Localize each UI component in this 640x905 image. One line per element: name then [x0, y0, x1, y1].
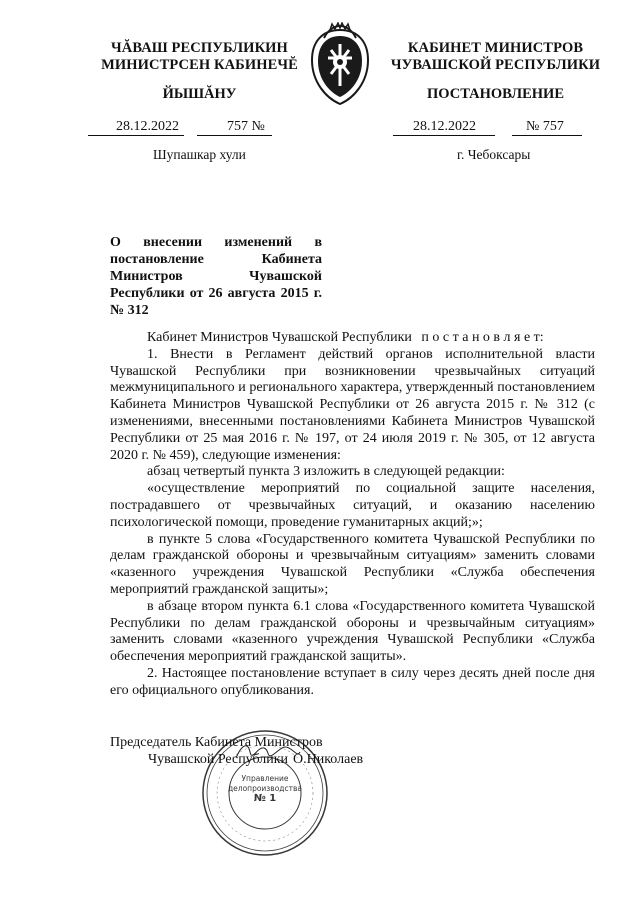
left-date-field [88, 118, 184, 136]
right-number: № 757 [526, 119, 564, 134]
signature-title-line2: Чувашской Республики [148, 752, 289, 767]
left-org-line2: МИНИСТРСЕН КАБИНЕЧĔ [101, 57, 298, 73]
stamp-line1: Управление [241, 774, 289, 783]
body-paragraph-6: 2. Настоящее постановление вступает в силу через десять дней после дня его официального опубликования. [110, 665, 595, 698]
left-number: 757 № [227, 119, 265, 134]
intro-text: Кабинет Министров Чувашской Республики [147, 330, 412, 345]
left-org-line1: ЧĂВАШ РЕСПУБЛИКИН [111, 40, 288, 56]
coat-of-arms-icon [304, 22, 376, 108]
stamp-line2: делопроизводства [227, 784, 302, 793]
left-number-field [197, 118, 272, 136]
left-place: Шупашкар хули [153, 147, 246, 162]
body-paragraph-5: в абзаце втором пункта 6.1 слова «Государственного комитета Чувашской Республики по делам гражданской обороны и чрезвычайным ситуациям» заменить словами «казенного учреждения Чувашской Республики «Служба обеспечения мероприятий гражданской защиты». [110, 598, 595, 665]
right-org-name [388, 40, 603, 74]
coat-of-arms-emblem [304, 22, 376, 108]
handwritten-signature [232, 738, 302, 766]
left-date: 28.12.2022 [116, 119, 179, 134]
body-paragraph-2: абзац четвертый пункта 3 изложить в следующей редакции: [147, 464, 505, 480]
signature-title-line1: Председатель Кабинета Министров [110, 735, 323, 750]
stamp-center-text [200, 774, 330, 804]
right-org-line1: КАБИНЕТ МИНИСТРОВ [407, 40, 584, 56]
right-org-line2: ЧУВАШСКОЙ РЕСПУБЛИКИ [390, 57, 601, 73]
body-paragraph-3: «осуществление мероприятий по социальной защите населения, пострадавшего от чрезвычайных ситуаций, и оказанию населению психологической помощи, проведение гуманитарных акций;»; [110, 481, 595, 530]
left-doc-type: ЙЫШĂНУ [162, 86, 237, 102]
body-paragraph-4: в пункте 5 слова «Государственного комитета Чувашской Республики по делам гражданской обороны и чрезвычайным ситуациям» заменить словами «казенного учреждения Чувашской Республики «Служба обеспечения мероприятий гражданской защиты»; [110, 531, 595, 597]
left-org-name [92, 40, 307, 74]
intro-decree-word: п о с т а н о в л я е т: [421, 330, 544, 345]
body-paragraph-1: 1. Внести в Регламент действий органов исполнительной власти Чувашской Республики при возникновении чрезвычайных ситуаций межмуниципального и регионального характера, утвержденный постановлением Кабинета Министров Чувашской Республики от 26 августа 2015 г. № 312 (с изменениями, внесенными постановлениями Кабинета Министров Чувашской Республики от 25 мая 2016 г. № 197, от 24 июля 2019 г. № 305, от 12 августа 2020 г. № 459), следующие изменения: [110, 346, 595, 463]
right-date-field [393, 118, 495, 136]
document-body [110, 330, 595, 700]
right-date: 28.12.2022 [413, 119, 476, 134]
right-doc-type: ПОСТАНОВЛЕНИЕ [426, 86, 564, 102]
right-place: г. Чебоксары [457, 147, 531, 162]
stamp-line3: № 1 [253, 793, 277, 804]
right-number-field [512, 118, 582, 136]
body-intro [110, 330, 595, 347]
document-subject: О внесении изменений в постановление Кабинета Министров Чувашской Республики от 26 августа 2015 г. № 312 [110, 235, 322, 318]
signatory-name: О.Николаев [293, 752, 364, 767]
